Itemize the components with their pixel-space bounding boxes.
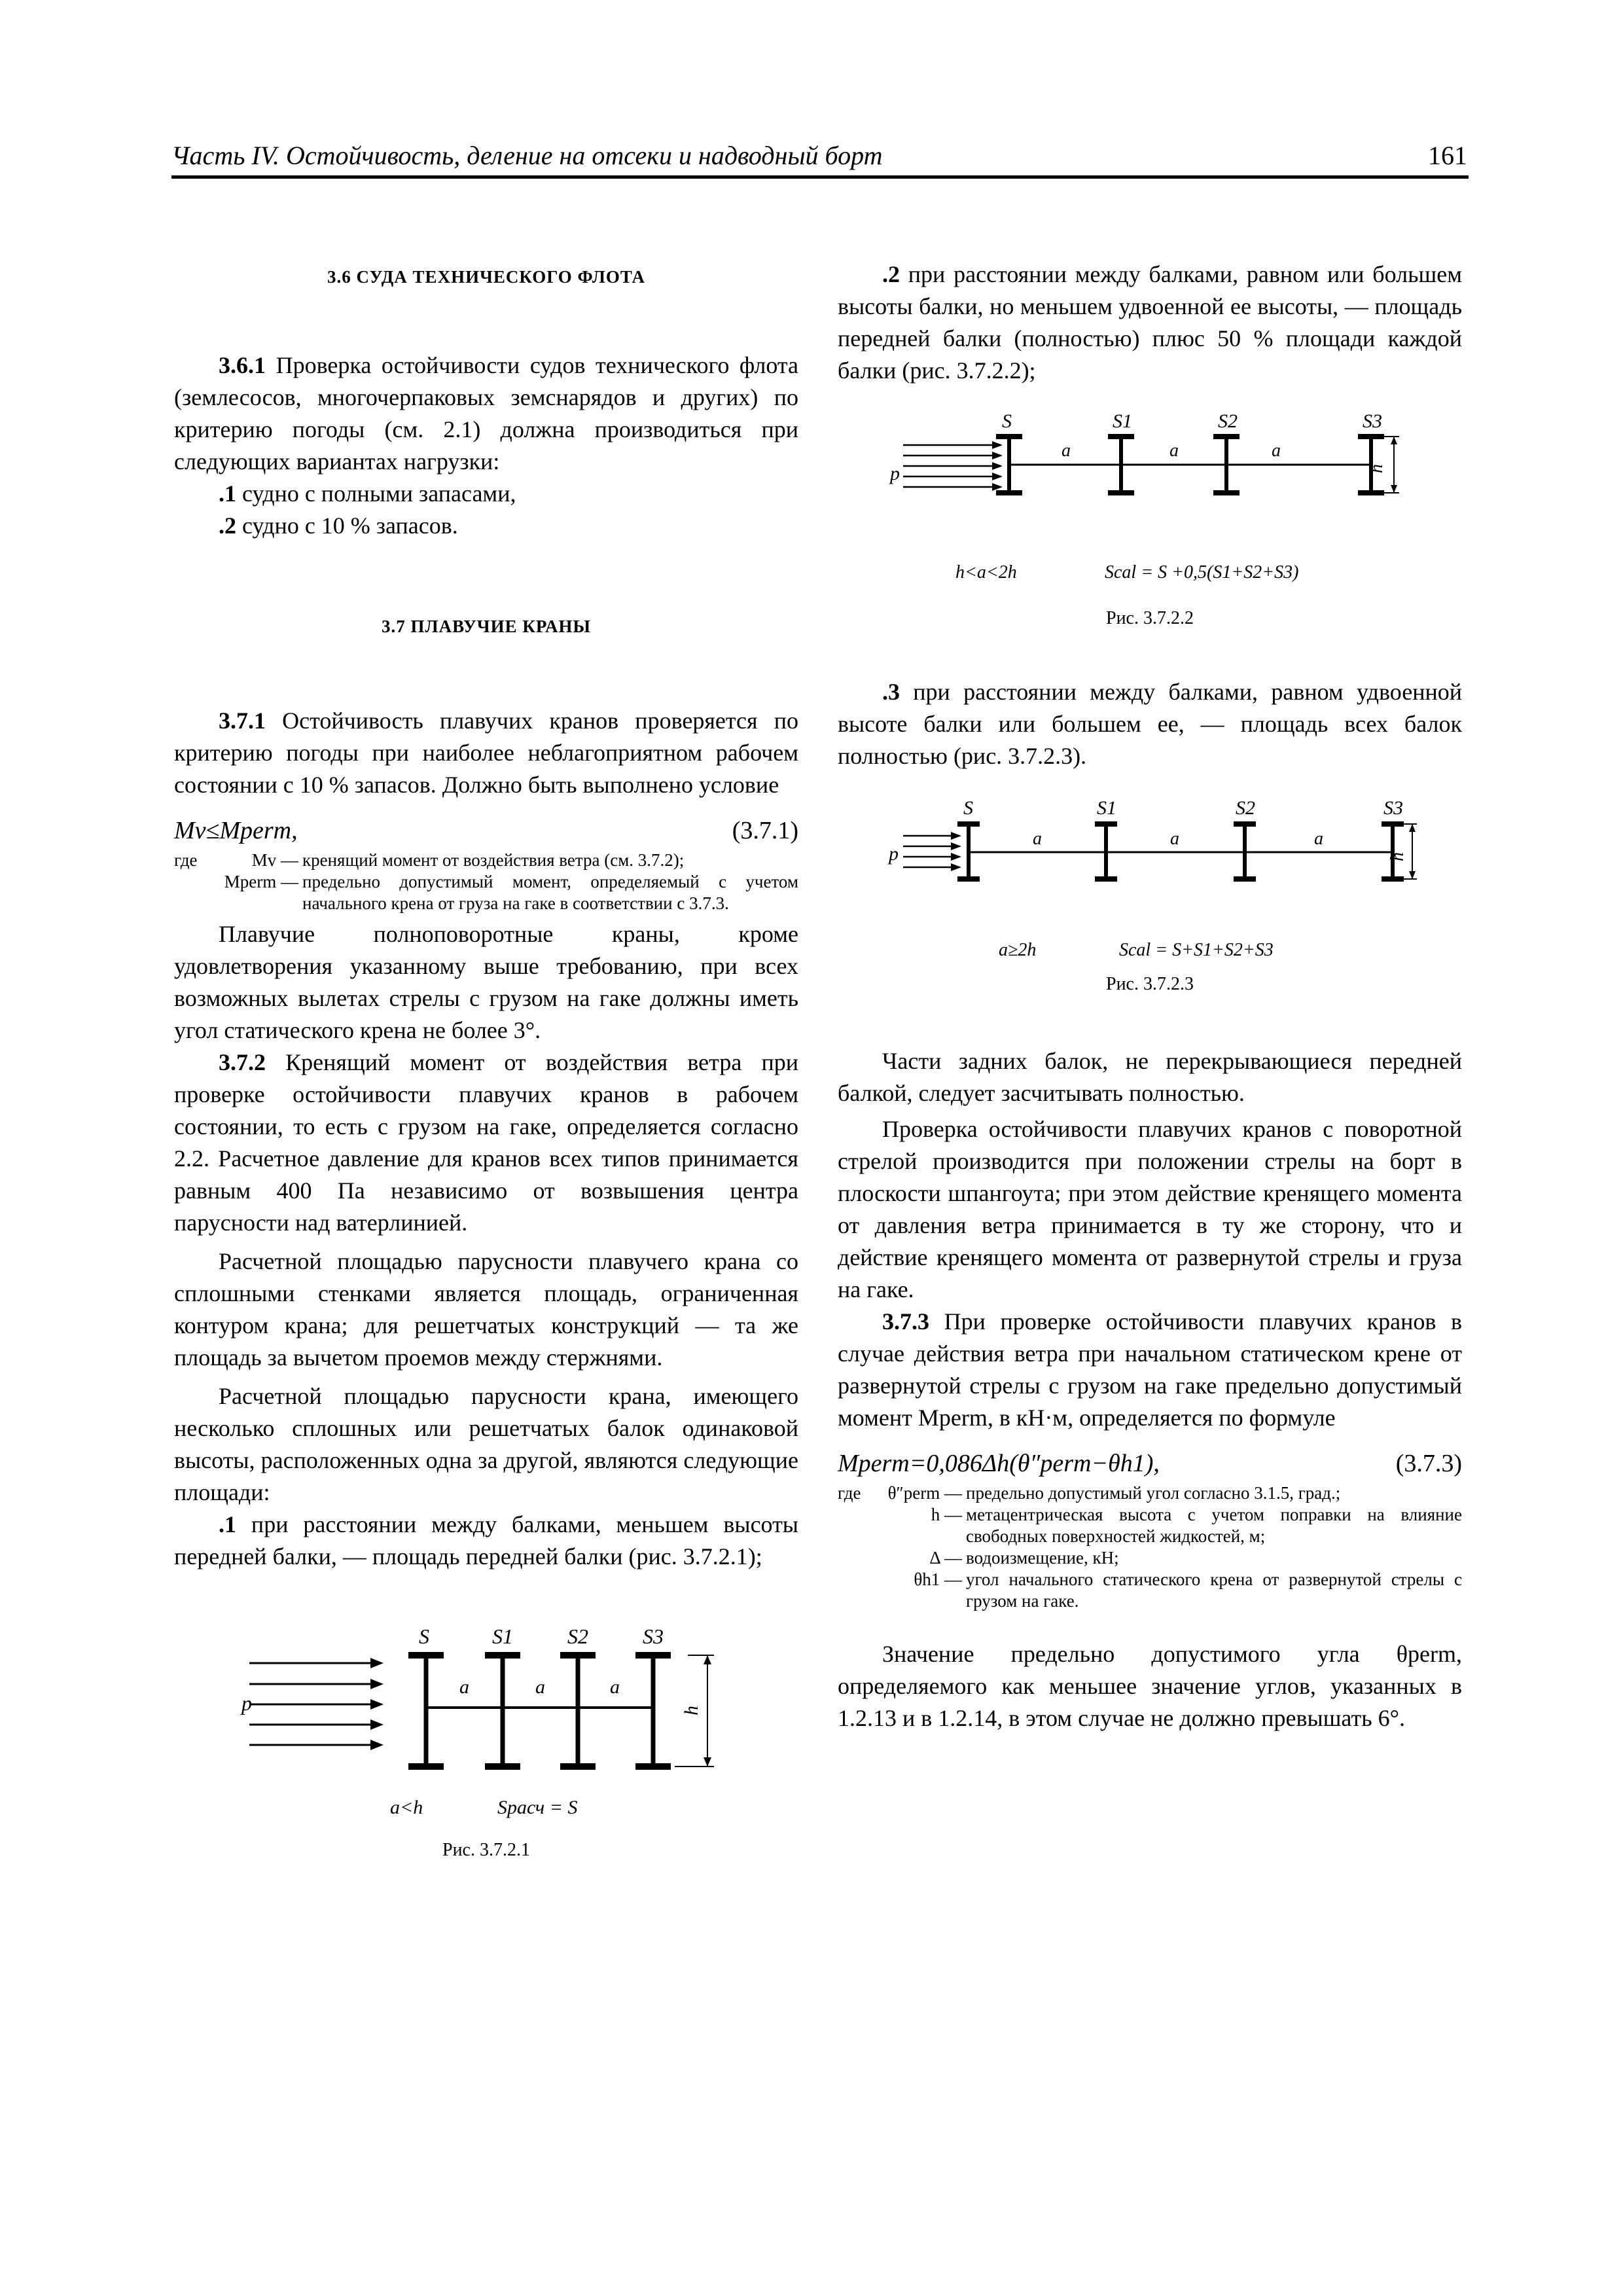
list-item-1: .1 судно с полными запасами, (219, 480, 516, 507)
spacing-label: a (1170, 829, 1179, 849)
paragraph-3-7-2: 3.7.2 Кренящий момент от воздействия ветра при проверке остойчивости плавучих кранов в рабочем состоянии, то есть с грузом на гаке, определяется согласно 2.2. Расчетное давление для кранов всех типов принимается равным 400 Па независимо от возвышения центра парусности над ватерлинией. (174, 1049, 798, 1236)
formula-3-7-1-expression: Mv≤Mperm, (174, 817, 298, 844)
running-title: Часть IV. Остойчивость, деление на отсеки и надводный борт (171, 141, 883, 170)
beams (408, 1655, 714, 1767)
beam-label-s2: S2 (1218, 414, 1238, 432)
height-label: h (1387, 852, 1408, 861)
beams (957, 824, 1417, 879)
page-number: 161 (1428, 141, 1467, 170)
case-3: .3 при расстоянии между балками, равном удвоенной высоте балки или большем ее, — площадь всех балок полностью (рис. 3.7.2.3). (838, 679, 1462, 769)
beam-label-s1: S1 (1097, 800, 1116, 819)
formula-3-7-1-number: (3.7.1) (732, 817, 798, 844)
header-rule (171, 175, 1469, 179)
beam-label-s: S (963, 800, 973, 819)
paragraph-3-7-3: 3.7.3 При проверке остойчивости плавучих кранов в случае действия ветра при начальном статическом крене от развернутой стрелы с грузом на гаке предельно допустимый момент Mperm, в кН·м, определяется по формуле (838, 1308, 1462, 1431)
case-1: .1 при расстоянии между балками, меньшем высоты передней балки, — площадь передней балки (рис. 3.7.2.1); (174, 1511, 798, 1570)
page-header (171, 140, 1467, 179)
figure-formula: Scal = S +0,5(S1+S2+S3) (1105, 562, 1299, 583)
spacing-label: a (1061, 440, 1071, 461)
paragraph-windage-area-1: Расчетной площадью парусности плавучего крана со сплошными стенками является площадь, ограниченная контуром крана; для решетчатых конструкций — та же площадь за вычетом проемов между стержнями. (174, 1248, 798, 1371)
paragraph-rear-beams: Части задних балок, не перекрывающиеся передней балкой, следует засчитывать полностью. (838, 1048, 1462, 1106)
beam-label-s1: S1 (1113, 414, 1132, 432)
formula-3-7-3-number: (3.7.3) (1395, 1450, 1462, 1477)
legend-symbol: Δ — (929, 1548, 962, 1568)
list-item-2: .2 судно с 10 % запасов. (219, 512, 458, 539)
pressure-label: p (890, 463, 900, 484)
beams (996, 437, 1399, 493)
legend-3-7-3 (838, 1482, 1462, 1612)
section-3-7-title: 3.7 ПЛАВУЧИЕ КРАНЫ (382, 617, 591, 636)
paragraph-windage-area-2: Расчетной площадью парусности крана, имеющего несколько сплошных или решетчатых балок одинаковой высоты, расположенных одна за другой, являются следующие площади: (174, 1383, 798, 1505)
paragraph-3-6-1: 3.6.1 Проверка остойчивости судов технического флота (землесосов, многочерпаковых земснарядов и других) по критерию погоды (см. 2.1) должна производиться при следующих вариантах нагрузки: (174, 352, 798, 475)
beam-label-s2: S2 (567, 1624, 588, 1648)
legend-3-7-1 (174, 850, 798, 914)
legend-symbol: h — (931, 1505, 962, 1524)
case-2: .2 при расстоянии между балками, равном или большем высоты балки, но меньшем удвоенной ее высоты, — площадь передней балки (полностью) плюс 50 % площади каждой балки (рис. 3.7.2.2); (838, 261, 1462, 384)
spacing-label: a (1272, 440, 1281, 461)
legend-symbol: θ″perm — (887, 1483, 962, 1503)
spacing-label: a (1169, 440, 1179, 461)
beam-label-s2: S2 (1236, 800, 1255, 819)
spacing-label: a (459, 1676, 469, 1698)
pressure-label: p (889, 843, 899, 865)
figure-caption: Рис. 3.7.2.2 (1106, 608, 1194, 628)
wind-arrows (249, 1658, 383, 1750)
beam-label-s: S (1002, 414, 1012, 432)
legend-text: кренящий момент от воздействия ветра (см. 3.7.2); (302, 850, 685, 870)
figure-condition: h<a<2h (955, 562, 1017, 583)
section-3-6-title: 3.6 СУДА ТЕХНИЧЕСКОГО ФЛОТА (327, 267, 645, 287)
formula-3-7-3-expression: Mperm=0,086Δh(θ″perm−θh1), (838, 1450, 1160, 1477)
legend-text: метацентрическая высота с учетом поправки на влияние свободных поверхностей жидкостей, м; (966, 1505, 1462, 1546)
height-label: h (1366, 464, 1387, 473)
paragraph-limit-angle: Значение предельно допустимого угла θperm, определяемого как меньшее значение углов, указанных в 1.2.13 и в 1.2.14, в этом случае не должно превышать 6°. (838, 1641, 1462, 1731)
paragraph-3-7-1: 3.7.1 Остойчивость плавучих кранов проверяется по критерию погоды при наиболее неблагоприятном рабочем состоянии с 10 % запасов. Должно быть выполнено условие (174, 708, 798, 798)
beam-label-s3: S3 (643, 1624, 664, 1648)
legend-symbol: Mperm — (224, 872, 298, 891)
figure-caption: Рис. 3.7.2.1 (442, 1840, 530, 1860)
figure-formula: Scal = S+S1+S2+S3 (1119, 940, 1274, 960)
figure-formula: Sрасч = S (497, 1797, 578, 1818)
height-label: h (681, 1706, 702, 1715)
spacing-label: a (610, 1676, 620, 1698)
paragraph-rotary-boom: Проверка остойчивости плавучих кранов с поворотной стрелой производится при положении стрелы на борт в плоскости шпангоута; при этом действие кренящего момента от давления ветра принимается в ту же сторону, что и действие кренящего момента от развернутой стрелы и груза на гаке. (838, 1116, 1462, 1302)
figure-3-7-2-3 (838, 800, 1462, 996)
right-column (838, 259, 1462, 1734)
figure-3-7-2-2 (838, 414, 1462, 630)
legend-text: предельно допустимый момент, определяемый с учетом начального крена от груза на гаке в соответствии с 3.7.3. (302, 872, 798, 913)
beam-label-s3: S3 (1363, 414, 1382, 432)
wind-arrows (903, 832, 961, 871)
spacing-label: a (1033, 829, 1042, 849)
spacing-label: a (535, 1676, 545, 1698)
formula-3-7-1 (174, 814, 798, 847)
spacing-label: a (1314, 829, 1323, 849)
beam-label-s1: S1 (492, 1624, 513, 1648)
figure-condition: a<h (390, 1797, 423, 1818)
legend-text: угол начального статического крена от развернутой стрелы с грузом на гаке. (966, 1570, 1462, 1611)
pressure-label: p (241, 1691, 252, 1715)
legend-text: водоизмещение, кН; (966, 1548, 1119, 1568)
paragraph-full-rotation-cranes: Плавучие полноповоротные краны, кроме удовлетворения указанному выше требованию, при всех возможных вылетах стрелы с грузом на гаке должны иметь угол статического крена не более 3°. (174, 921, 798, 1043)
figure-condition: a≥2h (999, 940, 1037, 960)
beam-label-s: S (419, 1624, 429, 1648)
left-column (174, 259, 798, 1862)
wind-arrows (903, 441, 1003, 491)
legend-text: предельно допустимый угол согласно 3.1.5, град.; (966, 1483, 1341, 1503)
legend-where: где (174, 850, 198, 870)
formula-3-7-3 (838, 1447, 1462, 1480)
figure-3-7-2-1 (174, 1604, 798, 1862)
figure-caption: Рис. 3.7.2.3 (1106, 974, 1194, 994)
legend-symbol: θh1 — (914, 1570, 962, 1589)
legend-where: где (838, 1483, 861, 1503)
beam-label-s3: S3 (1383, 800, 1403, 819)
legend-symbol: Mv — (251, 850, 298, 870)
